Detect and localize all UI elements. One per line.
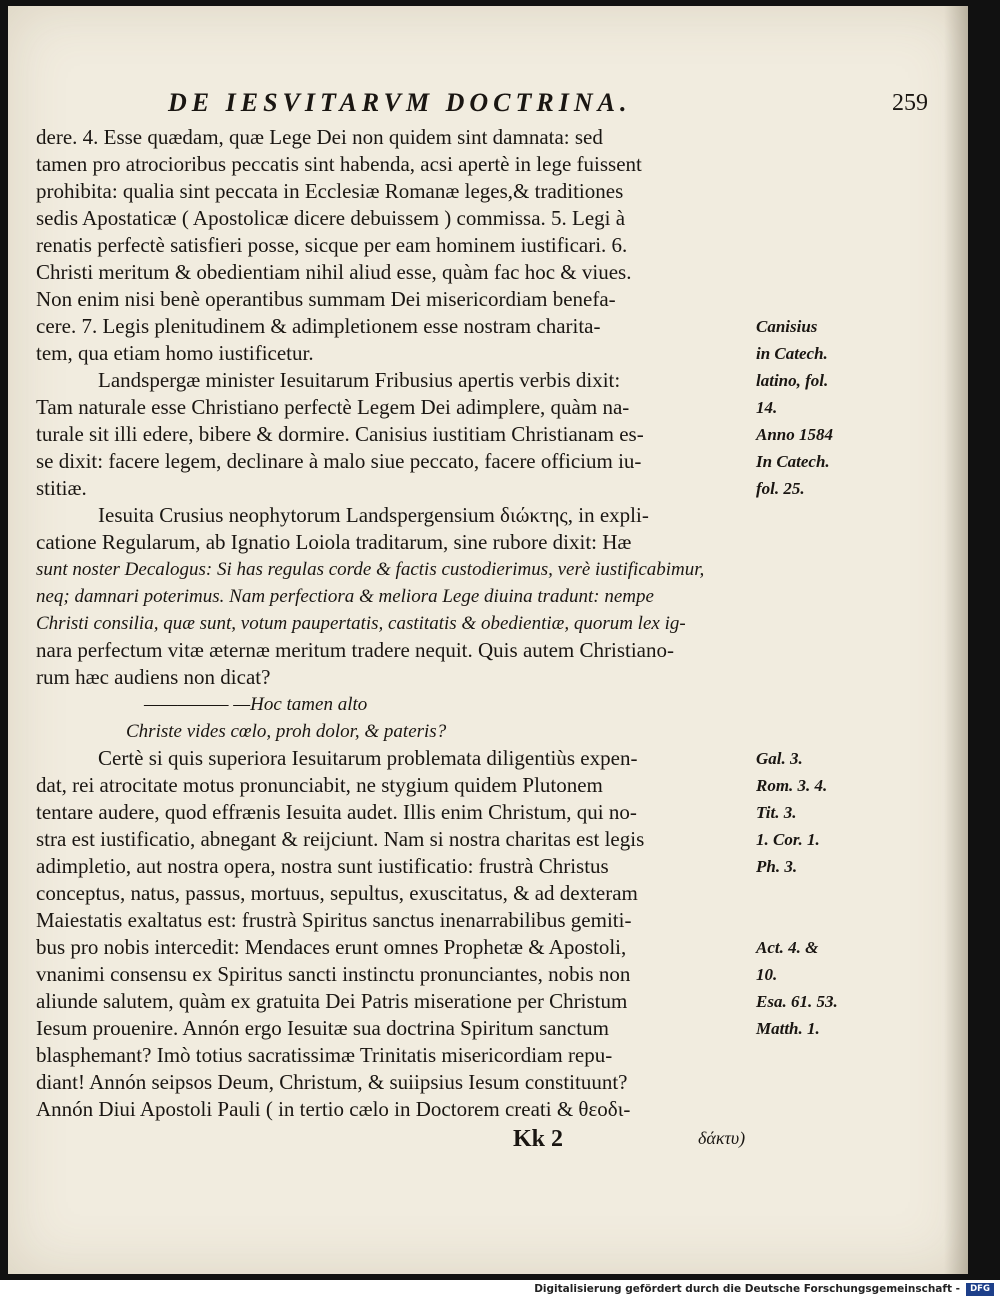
- verse-line: ————— —Hoc tamen alto: [144, 694, 368, 715]
- margin-note: Ph. 3.: [756, 857, 798, 876]
- main-text-block: [36, 124, 776, 1123]
- text-line: prohibita: qualia sint peccata in Ecclesiæ Romanæ leges,& traditiones: [36, 179, 624, 203]
- text-line: Annón Diui Apostoli Pauli ( in tertio cælo in Doctorem creati & θεοδι-: [36, 1097, 631, 1121]
- text-line: Christi meritum & obedientiam nihil aliud esse, quàm fac hoc & viues.: [36, 260, 632, 284]
- text-line: bus pro nobis intercedit: Mendaces erunt omnes Prophetæ & Apostoli,: [36, 935, 627, 959]
- text-line: vnanimi consensu ex Spiritus sancti instinctu pronunciantes, nobis non: [36, 962, 631, 986]
- page-number: 259: [892, 90, 928, 116]
- dfg-logo: DFG: [966, 1283, 994, 1296]
- margin-note: fol. 25.: [756, 479, 805, 498]
- margin-note: in Catech.: [756, 344, 828, 363]
- margin-note: Esa. 61. 53.: [756, 992, 838, 1011]
- text-line: dat, rei atrocitate motus pronunciabit, ne stygium quidem Plutonem: [36, 773, 603, 797]
- margin-note: Tit. 3.: [756, 803, 797, 822]
- text-line: rum hæc audiens non dicat?: [36, 665, 271, 689]
- margin-note: Gal. 3.: [756, 749, 803, 768]
- signature-mark: Kk 2: [513, 1126, 564, 1152]
- text-line: aliunde salutem, quàm ex gratuita Dei Patris miseratione per Christum: [36, 989, 628, 1013]
- text-line: Certè si quis superiora Iesuitarum problemata diligentiùs expen-: [98, 746, 638, 770]
- verse-line: Christe vides cœlo, proh dolor, & pateris?: [126, 721, 447, 742]
- text-line: stra est iustificatio, abnegant & reijciunt. Nam si nostra charitas est legis: [36, 827, 645, 851]
- running-title: DE IESVITARVM DOCTRINA.: [168, 88, 632, 117]
- text-line: tamen pro atrocioribus peccatis sint habenda, acsi apertè in lege fuissent: [36, 152, 642, 176]
- page-header: [168, 88, 928, 124]
- text-line: tem, qua etiam homo iustificetur.: [36, 341, 314, 365]
- text-line: sedis Apostaticæ ( Apostolicæ dicere debuissem ) commissa. 5. Legi à: [36, 206, 626, 230]
- text-line: renatis perfectè satisfieri posse, sicque per eam hominem iustificari. 6.: [36, 233, 628, 257]
- text-line: Christi consilia, quæ sunt, votum paupertatis, castitatis & obedientiæ, quorum lex ig-: [36, 613, 686, 634]
- text-line: dere. 4. Esse quædam, quæ Lege Dei non quidem sint damnata: sed: [36, 125, 603, 149]
- text-line: Maiestatis exaltatus est: frustrà Spiritus sanctus inenarrabilibus gemiti-: [36, 908, 632, 932]
- margin-note: Canisius: [756, 317, 818, 336]
- text-line: catione Regularum, ab Ignatio Loiola traditarum, sine rubore dixit: Hæ: [36, 530, 632, 554]
- text-line: tentare audere, quod effrænis Iesuita audet. Illis enim Christum, qui no-: [36, 800, 637, 824]
- margin-note: Matth. 1.: [756, 1019, 820, 1038]
- text-line: neq; damnari poterimus. Nam perfectiora & meliora Lege diuina tradunt: nempe: [36, 586, 654, 607]
- text-line: blasphemant? Imò totius sacratissimæ Trinitatis misericordiam repu-: [36, 1043, 613, 1067]
- text-line: nara perfectum vitæ æternæ meritum tradere nequit. Quis autem Christiano-: [36, 638, 674, 662]
- catchword: δάκτυ): [698, 1128, 746, 1148]
- margin-note: 10.: [756, 965, 778, 984]
- text-line: Tam naturale esse Christiano perfectè Legem Dei adimplere, quàm na-: [36, 395, 630, 419]
- margin-note: Anno 1584: [756, 425, 833, 444]
- text-line: stitiæ.: [36, 476, 87, 500]
- page-gutter-shadow: [944, 6, 968, 1274]
- text-line: Non enim nisi benè operantibus summam Dei misericordiam benefa-: [36, 287, 616, 311]
- text-line: se dixit: facere legem, declinare à malo siue peccato, facere officium iu-: [36, 449, 642, 473]
- text-line: turale sit illi edere, bibere & dormire. Canisius iustitiam Christianam es-: [36, 422, 644, 446]
- text-line: cere. 7. Legis plenitudinem & adimpletionem esse nostram charita-: [36, 314, 601, 338]
- text-line: Landspergæ minister Iesuitarum Fribusius apertis verbis dixit:: [98, 368, 621, 392]
- book-page: [8, 6, 968, 1274]
- margin-note: In Catech.: [756, 452, 830, 471]
- footer-credit: Digitalisierung gefördert durch die Deutsche Forschungsgemeinschaft -: [534, 1283, 960, 1295]
- footer-bar: [0, 1280, 1000, 1300]
- margin-note: 1. Cor. 1.: [756, 830, 820, 849]
- text-line: sunt noster Decalogus: Si has regulas corde & factis custodierimus, verè iustificabimur,: [36, 559, 705, 580]
- text-line: adimpletio, aut nostra opera, nostra sunt iustificatio: frustrà Christus: [36, 854, 609, 878]
- margin-note: Act. 4. &: [756, 938, 819, 957]
- text-line: Iesum prouenire. Annón ergo Iesuitæ sua doctrina Spiritum sanctum: [36, 1016, 609, 1040]
- text-line: Iesuita Crusius neophytorum Landspergensium διώκτης, in expli-: [98, 503, 649, 527]
- text-line: diant! Annón seipsos Deum, Christum, & suiipsius Iesum constituunt?: [36, 1070, 628, 1094]
- margin-note: 14.: [756, 398, 778, 417]
- margin-note: latino, fol.: [756, 371, 829, 390]
- margin-note: Rom. 3. 4.: [756, 776, 828, 795]
- text-line: conceptus, natus, passus, mortuus, sepultus, exuscitatus, & ad dexteram: [36, 881, 638, 905]
